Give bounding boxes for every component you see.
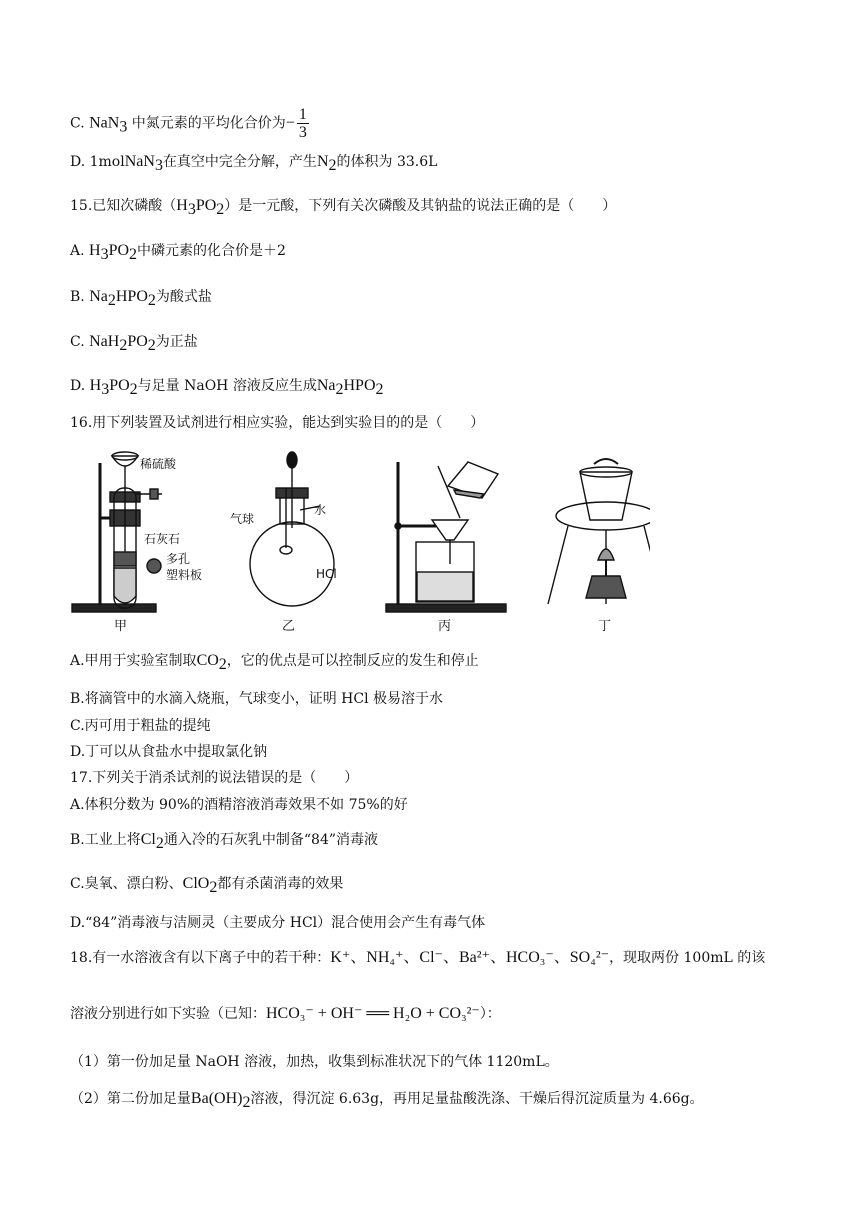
label-water: 水 [314, 503, 327, 517]
option-text: B.将滴管中的水滴入烧瓶，气球变小，证明 HCl 极易溶于水 [70, 691, 444, 707]
label-limestone: 石灰石 [144, 532, 181, 546]
q15-option-b [70, 287, 212, 311]
q14-option-d [70, 152, 437, 176]
option-text: 为酸式盐 [155, 289, 212, 305]
stem-text: 16.用下列装置及试剂进行相应实验，能达到实验目的的是（ ） [70, 415, 485, 431]
experiment-text: （2）第二份加足量 [70, 1091, 191, 1107]
formula: NaH [89, 333, 120, 350]
q17-option-a [70, 795, 408, 815]
formula: NaN [89, 114, 120, 132]
option-text: 中磷元素的化合价是＋2 [137, 243, 286, 259]
equation: HCO₃⁻ + OH⁻ ══ H₂O + CO₃²⁻ [266, 1005, 480, 1022]
stem-text: 18.有一水溶液含有以下离子中的若干种： [70, 950, 331, 966]
option-text: C.丙可用于粗盐的提纯 [70, 718, 211, 734]
subscript: 2 [335, 380, 344, 398]
denominator: 3 [298, 124, 307, 141]
stem-text: ）是一元酸，下列有关次磷酸及其钠盐的说法正确的是（ ） [224, 198, 617, 214]
formula: PO [108, 242, 130, 259]
label-jia: 甲 [114, 619, 128, 634]
q15-option-d [70, 376, 384, 400]
option-text: A.体积分数为 90%的酒精溶液消毒效果不如 75%的好 [70, 797, 408, 813]
q18-experiment-1 [70, 1052, 559, 1072]
q17-option-b [70, 830, 378, 854]
subscript: 3 [187, 200, 196, 218]
option-text: D.“84”消毒液与洁厕灵（主要成分 HCl）混合使用会产生有毒气体 [70, 915, 486, 931]
subscript: 3 [100, 245, 109, 263]
q18-stem-line-2 [70, 1004, 501, 1024]
label-yi: 乙 [282, 619, 296, 634]
formula: NaN [124, 153, 155, 170]
minus-sign: − [285, 114, 295, 132]
option-text: 中氮元素的平均化合价为 [131, 115, 286, 132]
subscript: 2 [147, 336, 156, 354]
subscript: 3 [154, 156, 163, 174]
subscript: 2 [129, 380, 138, 398]
q17-option-d [70, 913, 485, 933]
q16-option-c [70, 716, 211, 736]
formula: N [316, 153, 329, 170]
label-ding: 丁 [598, 619, 612, 634]
stem-text: 17.下列关于消杀试剂的说法错误的是（ ） [70, 770, 359, 786]
formula: ClO [182, 875, 210, 892]
q18-stem [70, 948, 765, 968]
subscript: 2 [328, 156, 337, 174]
subscript: 2 [107, 291, 116, 309]
stem-text: 15.已知次磷酸（ [70, 198, 177, 214]
experiment-text: 溶液，得沉淀 6.63g，再用足量盐酸洗涤、干燥后得沉淀质量为 4.66g。 [250, 1091, 704, 1107]
formula: Na [89, 288, 108, 305]
subscript: 2 [155, 834, 164, 852]
experiment-text: （1）第一份加足量 NaOH 溶液，加热，收集到标准状况下的气体 1120mL。 [70, 1054, 559, 1070]
formula: PO [195, 197, 217, 214]
subscript: 3 [119, 118, 128, 136]
formula: H [89, 377, 102, 394]
q18-experiment-2 [70, 1089, 704, 1113]
ion-list: K⁺、NH₄⁺、Cl⁻、Ba²⁺、HCO₃⁻、SO₄²⁻ [330, 949, 610, 966]
q16-option-d [70, 742, 267, 762]
option-text: 在真空中完全分解，产生 [162, 154, 317, 170]
option-text: B.工业上将 [70, 832, 141, 848]
subscript: 2 [119, 336, 128, 354]
q15-option-a [70, 241, 286, 265]
stem-text: 溶液分别进行如下实验（已知： [70, 1006, 266, 1022]
option-label: B. [70, 289, 90, 305]
option-text: A.甲用于实验室制取 [70, 653, 197, 669]
q16-stem [70, 413, 484, 433]
subscript: 2 [375, 380, 384, 398]
formula: PO [127, 333, 148, 350]
formula: H [89, 242, 101, 259]
numerator: 1 [298, 106, 307, 123]
q15-option-c [70, 332, 198, 356]
option-label: D. [70, 378, 90, 394]
option-text: 的体积为 33.6L [336, 154, 438, 170]
formula: PO [109, 377, 130, 394]
fraction [297, 106, 309, 141]
option-text: 与足量 NaOH 溶液反应生成 [137, 378, 317, 394]
formula: HPO [343, 377, 376, 394]
q15-stem [70, 196, 616, 220]
formula: Na [316, 377, 336, 394]
label-porous-1: 多孔 [166, 552, 191, 566]
formula: Ba(OH) [190, 1090, 243, 1107]
subscript: 2 [147, 291, 156, 309]
apparatus-yi [230, 452, 337, 634]
subscript: 2 [216, 200, 225, 218]
label-hcl: HCl [316, 567, 337, 581]
apparatus-figure [70, 448, 650, 638]
subscript: 2 [242, 1093, 251, 1111]
apparatus-jia [72, 452, 202, 634]
option-text: 通入冷的石灰乳中制备“84”消毒液 [163, 832, 379, 848]
label-dilute-acid: 稀硫酸 [140, 457, 177, 471]
q14-option-c [70, 106, 309, 141]
formula: HPO [115, 288, 148, 305]
apparatus-bing [386, 462, 506, 634]
q16-option-b [70, 689, 443, 709]
option-text: 为正盐 [155, 334, 198, 350]
option-label: A. [70, 243, 90, 259]
subscript: 2 [209, 878, 218, 896]
option-text: ，它的优点是可以控制反应的发生和停止 [226, 653, 479, 669]
option-text: C.臭氧、漂白粉、 [70, 876, 183, 892]
formula: H [176, 197, 188, 214]
option-label: C. [70, 334, 90, 350]
label-balloon: 气球 [230, 512, 255, 526]
label-bing: 丙 [438, 619, 452, 634]
option-label: D. 1mol [70, 154, 125, 170]
option-text: 都有杀菌消毒的效果 [217, 876, 344, 892]
subscript: 3 [101, 380, 110, 398]
stem-text: ，现取两份 100mL 的该 [609, 950, 766, 966]
formula: Cl [140, 831, 156, 848]
option-label: C. [70, 115, 90, 132]
q17-stem [70, 768, 358, 788]
q17-option-c [70, 874, 343, 898]
subscript: 2 [129, 245, 138, 263]
option-text: D.丁可以从食盐水中提取氯化钠 [70, 744, 268, 760]
q16-option-a [70, 651, 479, 675]
apparatus-diagram [70, 448, 650, 638]
formula: CO [196, 652, 219, 669]
subscript: 2 [218, 655, 227, 673]
apparatus-ding [548, 459, 650, 634]
label-porous-2: 塑料板 [166, 568, 203, 582]
stem-text: ）： [479, 1006, 501, 1022]
